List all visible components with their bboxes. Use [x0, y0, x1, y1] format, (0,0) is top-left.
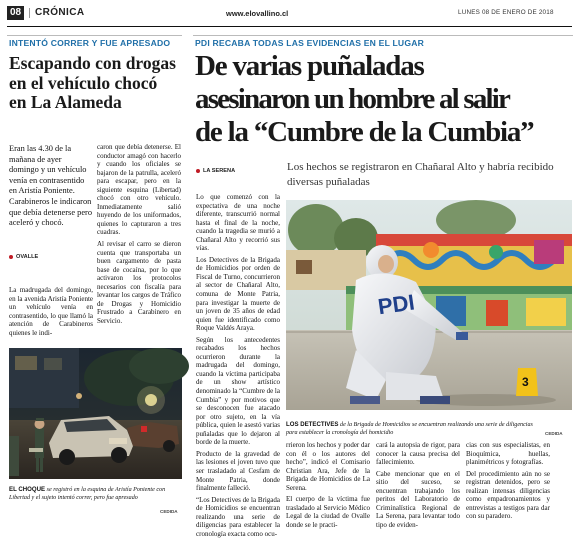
left-body-col1: La madrugada del domingo, en la avenida Aristía Poniente un vehículo venía en contrasentido, lo que llamó la atención de Carabineros quienes le indi-	[9, 286, 93, 337]
right-headline-line1: De varias puñaladas	[195, 50, 424, 82]
crime-scene-photo	[286, 200, 572, 410]
right-headline-line2: asesinaron un hombre al salir	[195, 83, 510, 115]
evidence-marker	[516, 368, 538, 396]
crash-photo	[9, 348, 182, 479]
left-kicker-rule	[7, 35, 182, 36]
left-photo-credit: CEDIDA	[160, 509, 178, 514]
right-headline	[195, 50, 575, 149]
section-name: CRÓNICA	[35, 7, 85, 18]
crash-photo-illustration	[9, 348, 182, 479]
left-lead: Eran las 4.30 de la mañana de ayer domingo y un vehículo venía en contrasentido en Aristía Poniente. Carabineros le indicaron que debía detenerse pero aceleró y chocó.	[9, 144, 93, 228]
right-place-tag: LA SERENA	[196, 168, 235, 174]
header-divider	[29, 8, 30, 18]
place-dot-icon	[196, 169, 200, 173]
right-kicker: PDI RECABA TODAS LAS EVIDENCIAS EN EL LUGAR	[195, 38, 425, 48]
right-body-col3: cará la autopsia de rigor, para conocer la causa precisa del fallecimiento. Cabe mencionar que en el sitio del suceso, se encuentran trabajando los peritos del Laboratorio de Criminalística Regional de La Serena, para levantar todo tipo de eviden-	[376, 441, 460, 529]
right-deck: Los hechos se registraron en Chañaral Alto y habría recibido diversas puñaladas	[287, 161, 554, 188]
right-headline-line3: de la “Cumbre de la Cumbia”	[195, 116, 534, 148]
issue-date: LUNES 08 DE ENERO DE 2018	[458, 9, 554, 16]
place-dot-icon	[9, 255, 13, 259]
svg-text:3: 3	[522, 375, 529, 389]
left-place-tag: OVALLE	[9, 254, 38, 260]
right-kicker-rule	[193, 35, 573, 36]
left-body-col2: caron que debía detenerse. El conductor amagó con hacerlo y cuando los oficiales se bajaron de la patrulla, aceleró para escapar, pero en la siguiente esquina (Libertad) chocó con otro vehículo. Inmediatamente salió huyendo de los uniformados, quienes lo capturaron a tres cuadras. Al revisar el carro se dieron cuenta que transportaba un buen cargamento de pasta base de cocaína, por lo que activaron los protocolos necesarios con fiscalía para levantar los cargos de Tráfico de Drogas y Homicidio Frustrado a Carabinero en Servicio.	[97, 143, 181, 325]
left-kicker: INTENTÓ CORRER Y FUE APRESADO	[9, 38, 171, 48]
right-body-col4: cias con sus especialistas, en Bioquímica, huellas, planimétricos y fotografías. Del procedimiento aún no se registran detenidos, pero se realizan intensas diligencias como empadronamientos y entrevistas a testigos para dar con su paradero.	[466, 441, 550, 521]
page-number: 08	[7, 6, 24, 20]
right-photo-caption: LOS DETECTIVES de la Brigada de Homicidios se encuentran realizando una serie de diligencias para establecer la cronología del homicidio	[286, 421, 533, 436]
crime-scene-illustration	[286, 200, 572, 410]
page-header	[0, 0, 577, 26]
vest-pdi-text: PDI	[376, 289, 417, 320]
right-body-col2: rrieron los hechos y poder dar con él o los autores del hecho”, indicó el Comisario Christian Ara, Jefe de la Brigada de Homicidios de La Serena. El cuerpo de la víctima fue trasladado al Servicio Médico Legal de la ciudad de Ovalle donde se le practi-	[286, 441, 370, 529]
right-body-col1: Lo que comenzó con la expectativa de una noche diferente, transcurrió normal hasta el final de la noche, cuando la tragedia se murió a Chañaral Alto y recorrió sus vías. Los Detectives de la Brigada de Homicidios por orden de Fiscal de Turno, concurrieron al sector de Chañaral Alto, comuna de Monte Patria, para investigar la muerte de un joven de 35 años de edad quien fue identificado como Roque Valdés Araya. Según los antecedentes recabados los hechos ocurrieron durante la madrugada del domingo, cuando la víctima participaba de un show artístico denominado la “Cumbre de la Cumbia” y por motivos que se desconocen fue atacado por otro sujeto, en la vía pública, quien le asestó varias puñaladas que lo dejaron al borde de la muerte. Producto de la gravedad de las lesiones el joven tuvo que ser trasladado al Cesfam de Monte Patria, donde finalmente falleció. “Los Detectives de la Brigada de Homicidios se encuentran realizando una serie de diligencias para establecer la cronología exacta como ocu-	[196, 193, 280, 538]
left-photo-caption: EL CHOQUE se registró en la esquina de Aristía Poniente con Libertad y el sujeto intentó correr, pero fue apresado	[9, 486, 166, 501]
site-url[interactable]: www.elovallino.cl	[226, 9, 289, 18]
header-rule	[7, 26, 572, 27]
right-photo-credit: CEDIDA	[545, 431, 563, 436]
left-headline: Escapando con drogas en el vehículo chocó en La Alameda	[9, 53, 176, 112]
